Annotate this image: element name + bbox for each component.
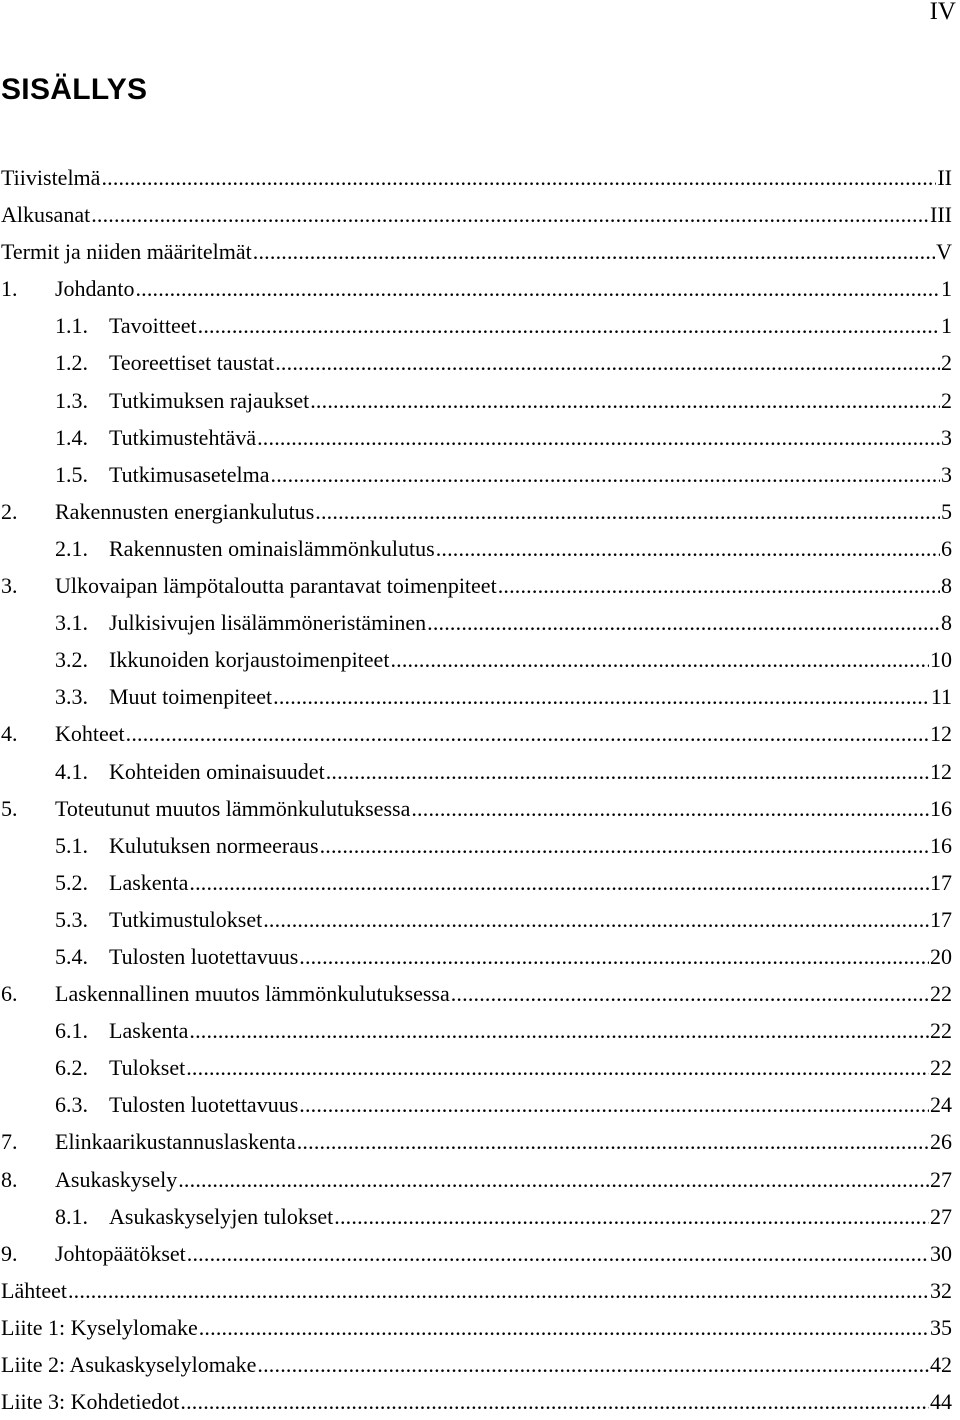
toc-entry-title: Tiivistelmä	[1, 165, 101, 190]
toc-entry-title: Laskenta	[109, 869, 189, 895]
dot-leader	[187, 1235, 929, 1272]
toc-entry[interactable]	[0, 1012, 952, 1049]
toc-entry-page: 42	[930, 1352, 952, 1377]
dot-leader	[271, 456, 940, 493]
dot-leader	[189, 864, 929, 901]
toc-entry-page: 30	[930, 1240, 952, 1266]
toc-entry-page: 22	[930, 1018, 952, 1044]
toc-entry[interactable]	[0, 1383, 952, 1420]
toc-entry[interactable]	[0, 715, 952, 752]
dot-leader	[198, 307, 940, 344]
toc-entry-title: Toteutunut muutos lämmönkulutuksessa	[55, 795, 411, 821]
toc-entry-page: 2	[941, 350, 952, 376]
toc-entry-title: Tulosten luotettavuus	[109, 1092, 299, 1118]
dot-leader	[334, 1198, 929, 1235]
dot-leader	[68, 1272, 929, 1309]
toc-entry-title: Johdanto	[55, 276, 135, 302]
toc-entry-title: Tulokset	[109, 1055, 186, 1081]
toc-entry-number: 5.4.	[55, 943, 88, 969]
toc-title: SISÄLLYS	[1, 73, 148, 106]
toc-entry[interactable]	[0, 1123, 952, 1160]
toc-entry-number: 6.3.	[55, 1092, 88, 1118]
toc-entry-title: Lähteet	[1, 1277, 67, 1303]
toc-entry-page: V	[936, 239, 952, 265]
toc-entry-page: 27	[930, 1166, 952, 1192]
toc-entry-page: 6	[941, 535, 952, 561]
toc-entry-title: Muut toimenpiteet	[109, 684, 273, 710]
dot-leader	[390, 641, 929, 678]
dot-leader	[178, 1161, 929, 1198]
dot-leader	[257, 419, 940, 456]
toc-entry-number: 8.	[1, 1166, 18, 1192]
toc-entry[interactable]	[0, 901, 952, 938]
dot-leader	[199, 1309, 929, 1346]
dot-leader	[310, 382, 940, 419]
dot-leader	[180, 1383, 929, 1420]
toc-entry[interactable]	[0, 530, 952, 567]
toc-entry-title: Tutkimustehtävä	[109, 424, 257, 450]
toc-entry-page: 24	[930, 1092, 952, 1118]
toc-entry-number: 7.	[1, 1129, 18, 1155]
toc-entry[interactable]	[0, 1309, 952, 1346]
toc-entry-number: 4.	[1, 721, 18, 747]
toc-entry[interactable]	[0, 307, 952, 344]
dot-leader	[297, 1123, 929, 1160]
toc-entry[interactable]	[0, 1272, 952, 1309]
toc-entry[interactable]	[0, 1198, 952, 1235]
toc-entry-number: 3.1.	[55, 610, 88, 636]
toc-entry[interactable]	[0, 1086, 952, 1123]
dot-leader	[299, 1086, 929, 1123]
toc-entry-title: Alkusanat	[1, 202, 91, 228]
toc-entry-page: 1	[941, 313, 952, 339]
toc-entry-page: 16	[930, 832, 952, 858]
toc-entry[interactable]	[0, 938, 952, 975]
toc-entry-title: Tulosten luotettavuus	[109, 943, 299, 969]
dot-leader	[320, 827, 929, 864]
toc-entry-page: 1	[941, 276, 952, 302]
toc-entry-number: 1.2.	[55, 350, 88, 376]
toc-entry-page: III	[930, 202, 952, 228]
toc-entry-page: 20	[930, 943, 952, 969]
toc-entry-page: 3	[941, 424, 952, 450]
toc-entry-title: Liite 3: Kohdetiedot	[1, 1389, 180, 1415]
toc-entry-number: 9.	[1, 1240, 18, 1266]
dot-leader	[436, 530, 940, 567]
toc-entry-number: 3.2.	[55, 647, 88, 673]
toc-entry-page: 44	[930, 1389, 952, 1415]
toc-entry-number: 4.1.	[55, 758, 88, 784]
toc-entry-page: 5	[941, 498, 952, 524]
toc-entry[interactable]	[0, 1049, 952, 1086]
toc-entry-number: 5.1.	[55, 832, 88, 858]
toc-entry[interactable]	[0, 1161, 952, 1198]
toc-entry-title: Tutkimuksen rajaukset	[109, 387, 310, 413]
toc-entry-page: II	[937, 165, 952, 190]
toc-entry-page: 26	[930, 1129, 952, 1155]
toc-entry[interactable]	[0, 159, 952, 196]
toc-entry[interactable]	[0, 864, 952, 901]
toc-entry[interactable]	[0, 344, 952, 381]
toc-entry[interactable]	[0, 753, 952, 790]
toc-entry-title: Tutkimustulokset	[109, 906, 263, 932]
toc-entry[interactable]	[0, 827, 952, 864]
toc-entry-title: Asukaskyselyjen tulokset	[109, 1203, 334, 1229]
toc-entry-number: 8.1.	[55, 1203, 88, 1229]
toc-entry-title: Johtopäätökset	[55, 1240, 186, 1266]
toc-entry-page: 8	[941, 573, 952, 599]
page-number: IV	[929, 0, 956, 25]
toc-entry-page: 17	[930, 869, 952, 895]
dot-leader	[91, 196, 929, 233]
toc-entry[interactable]	[0, 1235, 952, 1272]
toc-entry-number: 1.4.	[55, 424, 88, 450]
toc-entry-title: Rakennusten ominaislämmönkulutus	[109, 535, 435, 561]
toc-entry-page: 12	[930, 758, 952, 784]
toc-entry-number: 3.	[1, 573, 18, 599]
toc-entry-title: Liite 2: Asukaskyselylomake	[1, 1352, 257, 1377]
toc-entry-title: Kulutuksen normeeraus	[109, 832, 319, 858]
toc-entry-number: 1.	[1, 276, 18, 302]
toc-entry-title: Asukaskysely	[55, 1166, 178, 1192]
dot-leader	[101, 159, 936, 196]
dot-leader	[275, 344, 940, 381]
toc-entry-title: Tavoitteet	[109, 313, 197, 339]
toc-entry-title: Teoreettiset taustat	[109, 350, 275, 376]
dot-leader	[273, 678, 930, 715]
toc-entry-title: Laskenta	[109, 1018, 189, 1044]
toc-entry[interactable]	[0, 678, 952, 715]
toc-entry-page: 2	[941, 387, 952, 413]
toc-entry-page: 35	[930, 1314, 952, 1340]
toc-entry-title: Laskennallinen muutos lämmönkulutuksessa	[55, 981, 450, 1007]
toc-entry-number: 5.2.	[55, 869, 88, 895]
dot-leader	[315, 493, 940, 530]
toc-entry-number: 2.	[1, 498, 18, 524]
toc-entry[interactable]	[0, 196, 952, 233]
dot-leader	[189, 1012, 929, 1049]
dot-leader	[451, 975, 929, 1012]
toc-entry-number: 2.1.	[55, 535, 88, 561]
toc-entry-number: 6.	[1, 981, 18, 1007]
toc-entry-title: Julkisivujen lisälämmöneristäminen	[109, 610, 427, 636]
dot-leader	[135, 270, 940, 307]
toc-entry-title: Termit ja niiden määritelmät	[1, 239, 252, 265]
toc-entry-number: 6.2.	[55, 1055, 88, 1081]
toc-entry[interactable]	[0, 419, 952, 456]
toc-entry-number: 5.	[1, 795, 18, 821]
toc-entry-page: 32	[930, 1277, 952, 1303]
toc-entry-number: 6.1.	[55, 1018, 88, 1044]
toc-entry-title: Rakennusten energiankulutus	[55, 498, 315, 524]
toc-entry-number: 5.3.	[55, 906, 88, 932]
toc-entry-page: 17	[930, 906, 952, 932]
toc-entry[interactable]	[0, 270, 952, 307]
toc-entry[interactable]	[0, 233, 952, 270]
toc-entry-page: 10	[930, 647, 952, 673]
dot-leader	[326, 753, 929, 790]
toc-entry-page: 22	[930, 981, 952, 1007]
dot-leader	[186, 1049, 929, 1086]
toc-entry-page: 12	[930, 721, 952, 747]
toc-entry-title: Ikkunoiden korjaustoimenpiteet	[109, 647, 390, 673]
toc-entry-number: 3.3.	[55, 684, 88, 710]
toc-entry-page: 16	[930, 795, 952, 821]
dot-leader	[253, 233, 935, 270]
dot-leader	[126, 715, 929, 752]
dot-leader	[257, 1346, 929, 1383]
toc-entry-page: 27	[930, 1203, 952, 1229]
toc-entry-title: Kohteiden ominaisuudet	[109, 758, 325, 784]
toc-entry[interactable]	[0, 382, 952, 419]
table-of-contents	[0, 159, 952, 1420]
toc-entry[interactable]	[0, 567, 952, 604]
dot-leader	[498, 567, 940, 604]
toc-entry-page: 8	[941, 610, 952, 636]
toc-entry-number: 1.1.	[55, 313, 88, 339]
dot-leader	[299, 938, 929, 975]
toc-entry-title: Liite 1: Kyselylomake	[1, 1314, 198, 1340]
toc-entry[interactable]	[0, 641, 952, 678]
toc-entry-number: 1.3.	[55, 387, 88, 413]
toc-entry-page: 3	[941, 461, 952, 487]
dot-leader	[263, 901, 929, 938]
toc-entry-number: 1.5.	[55, 461, 88, 487]
toc-entry[interactable]	[0, 1346, 952, 1383]
dot-leader	[427, 604, 940, 641]
toc-entry-title: Tutkimusasetelma	[109, 461, 270, 487]
toc-entry-title: Ulkovaipan lämpötaloutta parantavat toimenpiteet	[55, 573, 497, 599]
toc-entry[interactable]	[0, 790, 952, 827]
toc-entry[interactable]	[0, 604, 952, 641]
toc-entry-page: 11	[930, 684, 952, 710]
toc-entry-title: Kohteet	[55, 721, 125, 747]
toc-entry[interactable]	[0, 456, 952, 493]
toc-entry[interactable]	[0, 493, 952, 530]
toc-entry-page: 22	[930, 1055, 952, 1081]
toc-entry[interactable]	[0, 975, 952, 1012]
toc-entry-title: Elinkaarikustannuslaskenta	[55, 1129, 296, 1155]
dot-leader	[411, 790, 929, 827]
